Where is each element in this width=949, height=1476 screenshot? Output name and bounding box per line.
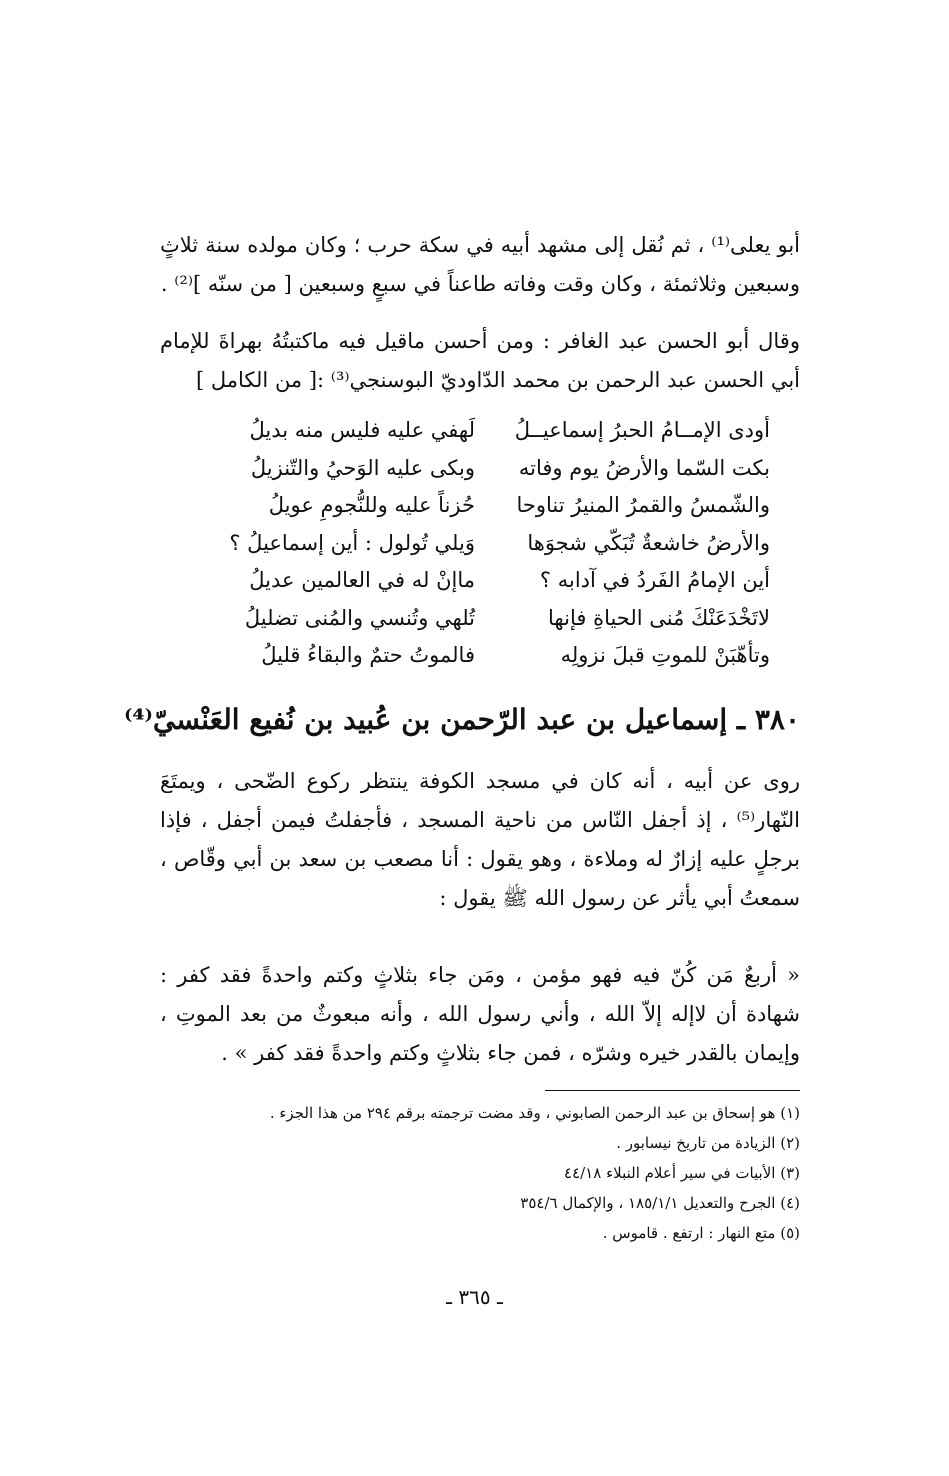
page-number: ـ ٣٦٥ ـ bbox=[446, 1285, 503, 1309]
verse-first-hemistich: أودى الإمــامُ الحبرُ إسماعيــلُ bbox=[514, 418, 770, 442]
verse-second-hemistich: لَهفي عليه فليس منه بديلُ bbox=[249, 418, 475, 442]
footnote: (٤) الجرح والتعديل ١٨٥/١/١ ، والإكمال ٣٥٤/٦ bbox=[520, 1194, 800, 1212]
footnote: (٢) الزيادة من تاريخ نيسابور . bbox=[616, 1134, 800, 1152]
poem-verse bbox=[230, 562, 770, 600]
entry-heading: ٣٨٠ ـ إسماعيل بن عبد الرّحمن بن عُبيد بن نُفيع العَنْسيّ⁽⁴⁾ bbox=[123, 703, 800, 736]
paragraph-elegy-intro: وقال أبو الحسن عبد الغافر : ومن أحسن ماقيل فيه ماكتبتُهُ بهراةَ للإمام أبي الحسن عبد الرحمن بن محمد الدّاوديّ البوسنجي⁽³⁾ :[ من الكامل ] bbox=[160, 329, 800, 392]
paragraph-hadith: « أربعٌ مَن كُنّ فيه فهو مؤمن ، ومَن جاء بثلاثٍ وكتم واحدةً فقد كفر : شهادة أن لاإله إلاّ الله ، وأني رسول الله ، وأنه مبعوثٌ من بعد الموتِ ، وإيمان بالقدر خيره وشرّه ، فمن جاء بثلاثٍ وكتم واحدةً فقد كفر » . bbox=[160, 963, 800, 1065]
verse-first-hemistich: أين الإمامُ الفَردُ في آدابه ؟ bbox=[539, 568, 770, 592]
verse-first-hemistich: بكت السّما والأرضُ يوم وفاته bbox=[518, 455, 770, 480]
verse-first-hemistich: والشّمسُ والقمرُ المنيرُ تناوحا bbox=[516, 493, 770, 517]
verse-second-hemistich: حُزناً عليه وللنُّجومِ عويلُ bbox=[268, 493, 475, 517]
verse-second-hemistich: فالموتُ حتمٌ والبقاءُ قليلُ bbox=[261, 643, 475, 667]
poem-verse bbox=[230, 637, 770, 675]
poem-verse bbox=[230, 412, 770, 450]
poem-verse bbox=[230, 600, 770, 638]
verse-second-hemistich: تُلهي وتُنسي والمُنى تضليلُ bbox=[244, 605, 475, 630]
footnote: (٣) الأبيات في سير أعلام النبلاء ٤٤/١٨ bbox=[564, 1164, 800, 1182]
footnote: (٥) متع النهار : ارتفع . قاموس . bbox=[602, 1224, 800, 1242]
poem-verse bbox=[230, 487, 770, 525]
verse-second-hemistich: وَيلي تُولول : أين إسماعيلُ ؟ bbox=[229, 530, 475, 555]
footnote: (١) هو إسحاق بن عبد الرحمن الصابوني ، وقد مضت ترجمته برقم ٢٩٤ من هذا الجزء . bbox=[269, 1104, 800, 1122]
elegy-poem bbox=[230, 412, 770, 675]
footnote-divider bbox=[545, 1090, 800, 1091]
verse-second-hemistich: ماإنْ له في العالمين عديلُ bbox=[249, 568, 475, 592]
paragraph-narration: روى عن أبيه ، أنه كان في مسجد الكوفة ينتظر ركوع الضّحى ، ويمتَعَ النّهار⁽⁵⁾ ، إذ أجفل النّاس من ناحية المسجد ، فأجفلتُ فيمن أجفل ، فإذا برجلٍ عليه إزارٌ له وملاءة ، وهو يقول : أنا مصعب بن سعد بن أبي وقّاص ، سمعتُ أبي يأثر عن رسول الله ﷺ يقول : bbox=[160, 769, 800, 910]
verse-second-hemistich: وبكى عليه الوَحيُ والتّنزيلُ bbox=[250, 455, 475, 480]
poem-verse bbox=[230, 525, 770, 563]
verse-first-hemistich: وتأهّبَنْ للموتِ قبلَ نزولِه bbox=[560, 643, 770, 667]
paragraph-burial-and-birth: أبو يعلى⁽¹⁾ ، ثم نُقل إلى مشهد أبيه في سكة حرب ؛ وكان مولده سنة ثلاثٍ وسبعين وثلاثمئة ، وكان وقت وفاته طاعناً في سبعٍ وسبعين [ من سنّه ]⁽²⁾ . bbox=[160, 233, 800, 296]
poem-verse bbox=[230, 450, 770, 488]
verse-first-hemistich: والأرضُ خاشعةٌ تُبَكّي شجوَها bbox=[527, 530, 770, 555]
footnotes bbox=[160, 1098, 800, 1248]
verse-first-hemistich: لاتَخْدَعَنْكَ مُنى الحياةِ فإنها bbox=[548, 605, 770, 630]
